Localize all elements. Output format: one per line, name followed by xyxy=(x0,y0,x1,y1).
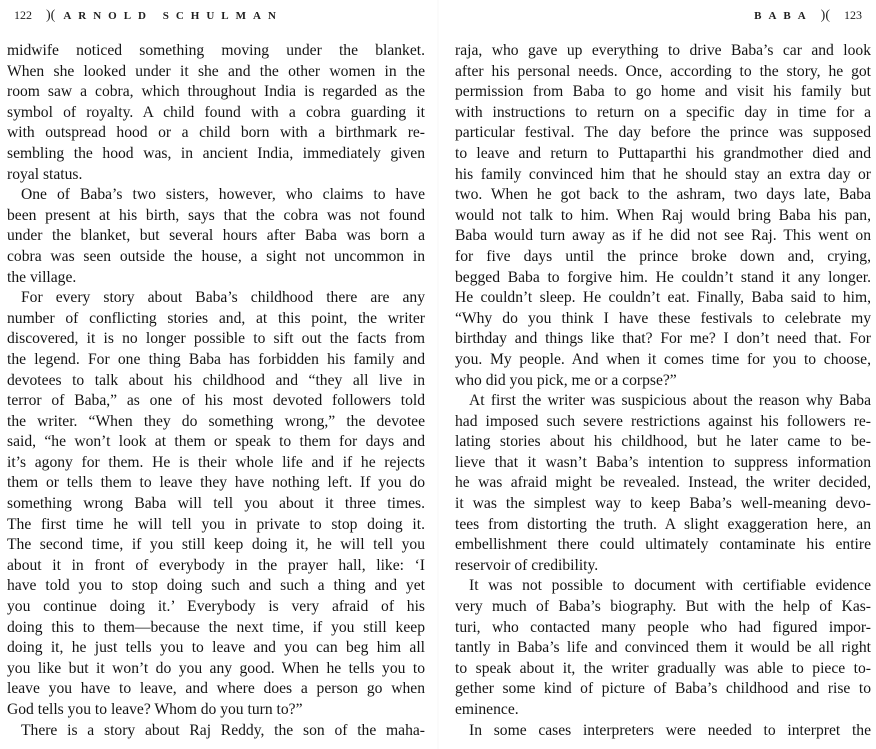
header-separator: )( xyxy=(46,8,56,23)
text-line: terror of Baba,” as one of his most devoted followers told xyxy=(7,392,425,410)
text-line: royal status. xyxy=(7,165,83,183)
text-line: At first the writer was suspicious about the reason why Baba xyxy=(469,392,871,410)
text-line: particular festival. The day before the prince was supposed xyxy=(455,124,871,142)
text-line: Baba would turn away as if he did not see Raj. This went on xyxy=(455,227,871,245)
text-line: room saw a cobra, which throughout India is regarded as the xyxy=(7,83,425,101)
text-line: The second time, if you still keep doing it, he will tell you xyxy=(7,536,425,554)
text-line: something wrong Baba will tell you about it three times. xyxy=(7,495,425,513)
text-line: begged Baba to forgive him. He couldn’t stand it any longer. xyxy=(455,268,871,286)
text-line: the writer. “When they do something wrong,” the devotee xyxy=(7,412,425,430)
text-line: birthday and things like that? For me? I don’t need that. For xyxy=(455,330,871,348)
text-line: There is a story about Raj Reddy, the son of the maha- xyxy=(21,721,425,739)
text-line: lating stories about his childhood, but he later came to be- xyxy=(455,433,871,451)
text-line: One of Baba’s two sisters, however, who claims to have xyxy=(21,186,425,204)
text-line: cobra was seen outside the house, a sight not uncommon in xyxy=(7,247,425,265)
text-line: with outspread hood or a child born with a birthmark re- xyxy=(7,124,425,142)
right-page xyxy=(448,0,872,749)
text-line: them or tells them to leave they have nothing left. If you do xyxy=(7,474,425,492)
text-line: leave you have to leave, and where does a person go when xyxy=(7,680,425,698)
text-line: it was the simplest way to keep Baba’s well-meaning devo- xyxy=(455,495,871,513)
text-line: sembling the hood was, in ancient India, immediately given xyxy=(7,144,425,162)
text-line: tantly in Baba’s life and convinced them it would be all right xyxy=(455,639,871,657)
text-line: with instructions to return on a specific day in time for a xyxy=(455,103,871,121)
text-line: who did you pick, me or a corpse?” xyxy=(455,371,677,389)
text-line: symbol of royalty. A child found with a cobra guarding it xyxy=(7,103,425,121)
left-page xyxy=(0,0,430,749)
text-line: discovered, it is no longer possible to sift out the facts from xyxy=(7,330,425,348)
text-line: for five days until the prince broke down and, crying, xyxy=(455,247,871,265)
text-line: embellishment there could ultimately contaminate his entire xyxy=(455,536,871,554)
text-line: tees from distorting the truth. A slight exaggeration here, an xyxy=(455,515,871,533)
header-separator: )( xyxy=(820,8,830,23)
text-line: about it in front of everybody in the prayer hall, like: ‘I xyxy=(7,556,425,574)
text-line: God tells you to leave? Whom do you turn to?” xyxy=(7,701,303,718)
text-line: to leave and return to Puttaparthi his grandmother died and xyxy=(455,144,871,162)
text-line: to speak about it, the writer gradually was able to piece to- xyxy=(455,659,871,677)
text-line: his family convinced him that he should stay an extra day or xyxy=(455,165,871,183)
text-line: you continue doing it.’ Everybody is very afraid of his xyxy=(7,598,425,616)
text-line: In some cases interpreters were needed to interpret the xyxy=(469,721,871,739)
text-line: you like but it won’t do you any good. When he tells you to xyxy=(7,659,425,677)
page-gutter xyxy=(437,0,439,749)
text-line: “Why do you think I have these festivals to celebrate my xyxy=(455,309,871,327)
text-line: it’s agony for them. He is their whole life and if he rejects xyxy=(7,453,425,471)
right-running-head xyxy=(754,8,868,24)
text-line: raja, who gave up everything to drive Baba’s car and look xyxy=(455,42,871,59)
text-line: For every story about Baba’s childhood there are any xyxy=(21,289,425,307)
left-body-text xyxy=(7,41,425,741)
text-line: devotees to talk about his childhood and “they all live in xyxy=(7,371,425,389)
text-line: The first time he will tell you in private to stop doing it. xyxy=(7,515,425,533)
left-running-head xyxy=(8,8,283,24)
text-line: It was not possible to document with certifiable evidence xyxy=(469,577,871,595)
right-body-text xyxy=(455,41,871,741)
text-line: doing it, he just tells you to leave and you can beg him all xyxy=(7,639,425,657)
text-line: under the blanket, but several hours after Baba was born a xyxy=(7,227,425,245)
text-line: turi, who contacted many people who had figured impor- xyxy=(455,618,871,636)
text-line: two. When he got back to the ashram, two days late, Baba xyxy=(455,186,871,204)
text-line: number of conflicting stories and, at this point, the writer xyxy=(7,309,425,327)
text-line: midwife noticed something moving under the blanket. xyxy=(7,42,425,59)
author-name: ARNOLD SCHULMAN xyxy=(63,10,283,22)
text-line: He couldn’t sleep. He couldn’t eat. Finally, Baba said to him, xyxy=(455,289,871,307)
page-number: 122 xyxy=(14,8,32,22)
text-line: he was afraid might be revealed. Instead, the writer decided, xyxy=(455,474,871,492)
text-line: the legend. For one thing Baba has forbidden his family and xyxy=(7,350,425,368)
text-line: would not talk to him. When Raj would bring Baba his pan, xyxy=(455,206,871,224)
text-line: after his personal needs. Once, according to the story, he got xyxy=(455,62,871,80)
text-line: gether some kind of picture of Baba’s childhood and rise to xyxy=(455,680,871,698)
text-line: been present at his birth, says that the cobra was not found xyxy=(7,206,425,224)
text-line: permission from Baba to go home and visit his family but xyxy=(455,83,871,101)
text-line: doing this to them—because the next time, if you still keep xyxy=(7,618,425,636)
text-line: said, “he won’t look at them or speak to them for days and xyxy=(7,433,425,451)
page-number: 123 xyxy=(844,8,862,22)
text-line: When she looked under it she and the other women in the xyxy=(7,62,425,80)
text-line: eminence. xyxy=(455,701,519,718)
text-line: very much of Baba’s biography. But with the help of Kas- xyxy=(455,598,871,616)
text-line: lieve that it wasn’t Baba’s intention to suppress information xyxy=(455,453,871,471)
text-line: reservoir of credibility. xyxy=(455,556,599,574)
text-line: have told you to stop doing such and such a thing and yet xyxy=(7,577,425,595)
text-line: had imposed such severe restrictions against his followers re- xyxy=(455,412,871,430)
text-line: the village. xyxy=(7,268,77,286)
chapter-title: BABA xyxy=(754,10,813,22)
text-line: you. My people. And when it comes time for you to choose, xyxy=(455,350,871,368)
